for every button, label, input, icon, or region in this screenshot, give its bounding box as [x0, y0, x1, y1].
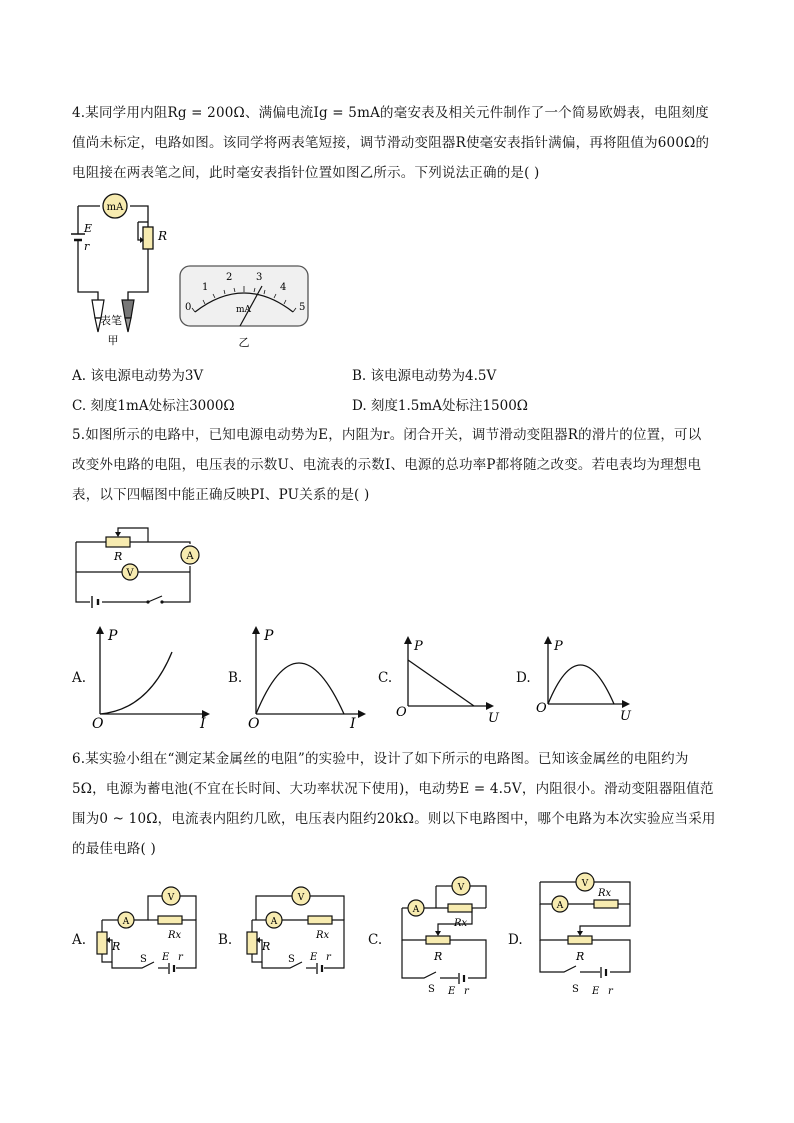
q6-line-3: 围为0 ~ 10Ω，电流表内阻约几欧，电压表内阻约20kΩ。则以下电路图中，哪个电路为本次实验应当采用 [72, 811, 716, 827]
q6-circuit-c [388, 870, 498, 996]
tick-3: 3 [256, 272, 263, 283]
axis-x-b: I [350, 716, 356, 732]
q5-graph-d [534, 632, 644, 727]
q6-circuit-label-c: C. [368, 932, 383, 948]
label-internal-r: r [608, 986, 613, 997]
q4-figure-jia [60, 192, 180, 352]
label-r: R [434, 950, 443, 963]
q4-line-3: 电阻接在两表笔之间，此时毫安表指针位置如图乙所示。下列说法正确的是( ) [72, 165, 540, 181]
rheostat-r [247, 932, 257, 954]
label-rx: Rx [454, 918, 468, 929]
q5-text [72, 420, 722, 510]
axis-x-c: U [488, 711, 499, 726]
voltmeter-label: V [297, 893, 305, 903]
label-r: R [576, 950, 585, 963]
label-rx: Rx [168, 930, 182, 941]
q4-option-b: B. 该电源电动势为4.5V [352, 368, 497, 384]
q4-text [72, 98, 722, 188]
curve-d [548, 665, 614, 704]
tick-5: 5 [299, 302, 306, 313]
probes-label: 表笔 [100, 314, 122, 327]
label-s: S [140, 954, 147, 965]
label-s: S [572, 984, 579, 995]
label-rx: Rx [316, 930, 330, 941]
ammeter-label: A [270, 917, 278, 927]
fig-jia-caption: 甲 [107, 334, 119, 347]
q5-line-3: 表，以下四幅图中能正确反映PI、PU关系的是( ) [72, 487, 370, 503]
axis-y-a: P [108, 628, 118, 644]
label-internal-r: r [178, 952, 183, 963]
label-e: E [592, 986, 600, 997]
q4-option-a: A. 该电源电动势为3V [72, 368, 204, 384]
q5-label-r: R [114, 550, 123, 563]
q6-line-2: 5Ω，电源为蓄电池(不宜在长时间、大功率状况下使用)，电动势E = 4.5V，内阻很小。滑动变阻器阻值范 [72, 781, 714, 797]
q6-text [72, 744, 722, 864]
rheostat-r [426, 936, 450, 944]
curve-a [100, 652, 172, 714]
voltmeter-label: V [457, 883, 465, 893]
q6-circuit-label-a: A. [72, 932, 87, 948]
q5-voltmeter-label: V [126, 568, 134, 579]
resistor-rx [594, 900, 618, 908]
q6-circuit-a [90, 882, 210, 982]
q5-graph-label-d: D. [516, 670, 531, 686]
q6-circuit-label-b: B. [218, 932, 233, 948]
q5-line-1: 5.如图所示的电路中，已知电源电动势为E，内阻为r。闭合开关，调节滑动变阻器R的滑片的位置，可以 [72, 427, 702, 443]
q5-graph-label-c: C. [378, 670, 393, 686]
label-internal-r: r [326, 952, 331, 963]
ammeter-label: A [412, 905, 420, 915]
q5-graph-b [244, 622, 374, 732]
test-probe-right [122, 300, 134, 332]
q6-line-1: 6.某实验小组在“测定某金属丝的电阻”的实验中，设计了如下所示的电路图。已知该金属丝的电阻约为 [72, 751, 689, 767]
resistor-rx [308, 916, 332, 924]
rheostat-r [97, 932, 107, 954]
label-s: S [428, 984, 435, 995]
ammeter-label: A [556, 901, 564, 911]
meter-label: mA [106, 202, 124, 213]
q6-circuit-b [236, 882, 356, 982]
origin-a: O [92, 716, 104, 732]
q5-graph-a [88, 622, 218, 732]
fig-yi-caption: 乙 [238, 336, 250, 349]
rheostat-r [568, 936, 592, 944]
curve-b [256, 663, 344, 714]
q5-graph-label-b: B. [228, 670, 243, 686]
label-s: S [288, 954, 295, 965]
q5-ammeter-label: A [186, 551, 194, 562]
label-e: E [310, 952, 318, 963]
q4-line-1: 4.某同学用内阻Rg = 200Ω、满偏电流Ig = 5mA的毫安表及相关元件制作了一个简易欧姆表，电阻刻度 [72, 105, 709, 121]
label-e: E [162, 952, 170, 963]
curve-c [408, 660, 474, 706]
voltmeter-label: V [581, 879, 589, 889]
dial-face [180, 266, 308, 326]
q4-option-c: C. 刻度1mA处标注3000Ω [72, 398, 235, 414]
q5-graph-label-a: A. [72, 670, 87, 686]
label-e: E [448, 986, 456, 997]
q5-graph-c [394, 632, 504, 727]
origin-d: O [536, 701, 547, 716]
q6-line-4: 的最佳电路( ) [72, 841, 156, 857]
axis-x-d: U [620, 709, 631, 724]
label-rx: Rx [598, 888, 612, 899]
q5-line-2: 改变外电路的电阻，电压表的示数U、电流表的示数I、电源的总功率P都将随之改变。若电表均为理想电 [72, 457, 702, 473]
label-e: E [84, 222, 93, 235]
label-r: R [158, 229, 168, 243]
label-internal-r: r [84, 240, 90, 253]
label-r: R [112, 940, 121, 953]
label-r: R [262, 940, 271, 953]
q4-option-d: D. 刻度1.5mA处标注1500Ω [352, 398, 528, 414]
rheostat-r [143, 227, 153, 249]
q4-figure-yi [178, 264, 312, 350]
q6-circuit-label-d: D. [508, 932, 523, 948]
q5-circuit [70, 522, 210, 608]
axis-x-a: I [200, 716, 206, 732]
dial-unit: mA [236, 305, 252, 315]
voltmeter-label: V [167, 893, 175, 903]
tick-0: 0 [185, 302, 192, 313]
axis-y-b: P [264, 628, 274, 644]
label-internal-r: r [464, 986, 469, 997]
axis-y-c: P [414, 639, 423, 654]
resistor-rx [448, 904, 472, 912]
q6-circuit-d [528, 870, 640, 996]
resistor-rx [158, 916, 182, 924]
origin-c: O [396, 705, 407, 720]
ammeter-label: A [122, 917, 130, 927]
axis-y-d: P [554, 639, 563, 654]
tick-4: 4 [280, 282, 287, 293]
origin-b: O [248, 716, 260, 732]
tick-2: 2 [226, 272, 233, 283]
q4-line-2: 值尚未标定，电路如图。该同学将两表笔短接，调节滑动变阻器R使毫安表指针满偏，再将阻值为600Ω的 [72, 135, 710, 151]
tick-1: 1 [202, 282, 209, 293]
q5-resistor-r [106, 537, 130, 547]
